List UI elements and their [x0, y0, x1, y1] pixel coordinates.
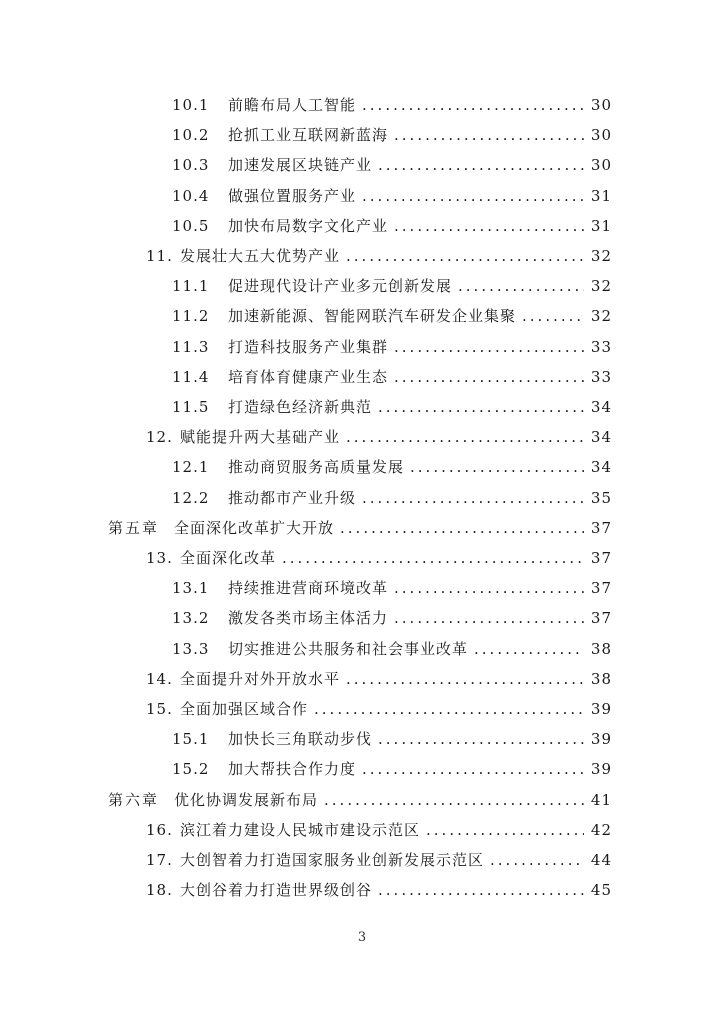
- toc-entry-number: 第五章: [108, 518, 160, 537]
- toc-entry-page: 31: [590, 216, 612, 235]
- toc-entry-title: 大创谷着力打造世界级创谷: [180, 881, 373, 900]
- dot-leader: [362, 483, 584, 513]
- toc-entry[interactable]: [146, 815, 612, 845]
- toc-entry[interactable]: [108, 513, 612, 543]
- toc-entry[interactable]: [146, 664, 612, 694]
- toc-entry-page: 39: [590, 730, 612, 749]
- toc-entry-title: 加大帮扶合作力度: [228, 760, 357, 779]
- dot-leader: [394, 573, 584, 603]
- toc-entry-number: 13.1: [172, 579, 210, 598]
- toc-entry-title: 推动都市产业升级: [228, 488, 357, 507]
- toc-entry-page: 44: [590, 851, 612, 869]
- toc-entry-number: 17.: [146, 851, 173, 869]
- toc-entry-title: 赋能提升两大基础产业: [180, 428, 341, 447]
- toc-entry-number: 18.: [146, 881, 173, 900]
- dot-leader: [458, 271, 584, 301]
- dot-leader: [362, 90, 584, 120]
- toc-entry[interactable]: [172, 724, 612, 754]
- toc-entry[interactable]: [172, 603, 612, 633]
- toc-entry-number: 14.: [146, 669, 173, 688]
- dot-leader: [378, 392, 584, 422]
- toc-entry-page: 32: [590, 247, 612, 265]
- toc-entry-number: 12.: [146, 428, 173, 447]
- toc-entry-title: 打造绿色经济新典范: [228, 398, 373, 416]
- dot-leader: [346, 422, 584, 452]
- toc-entry[interactable]: [172, 271, 612, 301]
- dot-leader: [340, 513, 584, 543]
- dot-leader: [346, 241, 584, 271]
- toc-entry-page: 31: [590, 186, 612, 205]
- toc-entry-title: 滨江着力建设人民城市建设示范区: [180, 820, 421, 839]
- toc-entry-page: 38: [590, 639, 612, 658]
- toc-entry-page: 34: [590, 458, 612, 477]
- dot-leader: [474, 634, 584, 664]
- dot-leader: [346, 664, 584, 694]
- toc-entry[interactable]: [146, 694, 612, 724]
- toc-entry-number: 11.1: [172, 277, 210, 296]
- toc-entry-title: 打造科技服务产业集群: [228, 337, 389, 356]
- toc-entry[interactable]: [172, 120, 612, 150]
- dot-leader: [378, 150, 584, 180]
- toc-entry-number: 16.: [146, 820, 173, 839]
- toc-entry[interactable]: [172, 392, 612, 422]
- toc-entry-number: 11.4: [172, 367, 210, 386]
- toc-entry-page: 35: [590, 488, 612, 507]
- toc-entry-number: 15.1: [172, 730, 210, 749]
- toc-entry[interactable]: [172, 332, 612, 362]
- toc-entry-number: 10.3: [172, 156, 210, 175]
- dot-leader: [394, 120, 584, 150]
- dot-leader: [378, 875, 584, 905]
- dot-leader: [378, 724, 584, 754]
- toc-entry-number: 11.3: [172, 337, 210, 356]
- toc-entry[interactable]: [172, 181, 612, 211]
- toc-entry-page: 37: [590, 518, 612, 537]
- toc-entry-page: 41: [590, 790, 612, 809]
- toc-entry-title: 加快长三角联动步伐: [228, 730, 373, 749]
- toc-entry-number: 13.2: [172, 609, 210, 628]
- toc-entry[interactable]: [146, 875, 612, 905]
- toc-entry-number: 10.1: [172, 96, 210, 114]
- toc-entry[interactable]: [172, 452, 612, 482]
- toc-entry-title: 全面深化改革扩大开放: [174, 518, 335, 537]
- toc-entry[interactable]: [172, 362, 612, 392]
- toc-entry-title: 激发各类市场主体活力: [228, 609, 389, 628]
- toc-entry-title: 培育体育健康产业生态: [228, 367, 389, 386]
- toc-entry-title: 抢抓工业互联网新蓝海: [228, 126, 389, 145]
- toc-entry-page: 30: [590, 156, 612, 175]
- dot-leader: [394, 332, 584, 362]
- toc-entry-title: 优化协调发展新布局: [174, 790, 319, 809]
- dot-leader: [522, 301, 584, 331]
- toc-entry-page: 39: [590, 700, 612, 718]
- toc-entry-page: 32: [590, 307, 612, 326]
- dot-leader: [324, 785, 584, 815]
- toc-entry[interactable]: [146, 845, 612, 875]
- toc-entry-page: 42: [590, 820, 612, 839]
- toc-entry-page: 45: [590, 881, 612, 900]
- toc-entry[interactable]: [172, 301, 612, 331]
- toc-entry-number: 10.4: [172, 186, 210, 205]
- toc-entry[interactable]: [172, 573, 612, 603]
- toc-entry-title: 促进现代设计产业多元创新发展: [228, 277, 453, 296]
- toc-entry-title: 全面深化改革: [180, 549, 277, 567]
- toc-entry-number: 12.2: [172, 488, 210, 507]
- toc-entry-page: 34: [590, 428, 612, 447]
- toc-entry-number: 15.2: [172, 760, 210, 779]
- toc-entry[interactable]: [146, 241, 612, 271]
- dot-leader: [282, 543, 584, 573]
- toc-entry[interactable]: [172, 483, 612, 513]
- toc-entry-page: 34: [590, 398, 612, 416]
- toc-entry[interactable]: [172, 634, 612, 664]
- toc-entry-page: 33: [590, 367, 612, 386]
- toc-entry-title: 切实推进公共服务和社会事业改革: [228, 639, 469, 658]
- toc-entry-page: 39: [590, 760, 612, 779]
- toc-entry-page: 37: [590, 609, 612, 628]
- toc-entry-number: 10.2: [172, 126, 210, 145]
- toc-entry-title: 加速发展区块链产业: [228, 156, 373, 175]
- toc-entry-title: 推动商贸服务高质量发展: [228, 458, 405, 477]
- toc-entry-number: 10.5: [172, 216, 210, 235]
- toc-entry-title: 加快布局数字文化产业: [228, 216, 389, 235]
- toc-entry-title: 持续推进营商环境改革: [228, 579, 389, 598]
- toc-entry[interactable]: [108, 785, 612, 815]
- toc-entry-title: 发展壮大五大优势产业: [180, 247, 341, 265]
- toc-entry-number: 11.2: [172, 307, 210, 326]
- toc-entry[interactable]: [146, 543, 612, 573]
- toc-entry-number: 第六章: [108, 790, 160, 809]
- dot-leader: [314, 694, 584, 724]
- toc-entry-title: 全面提升对外开放水平: [180, 669, 341, 688]
- page-number: 3: [357, 930, 367, 945]
- toc-entry-page: 33: [590, 337, 612, 356]
- toc-entry-page: 30: [590, 126, 612, 145]
- dot-leader: [394, 362, 584, 392]
- toc-entry[interactable]: [146, 422, 612, 452]
- toc-entry[interactable]: [172, 211, 612, 241]
- dot-leader: [362, 181, 584, 211]
- toc-entry-title: 做强位置服务产业: [228, 186, 357, 205]
- toc-entry[interactable]: [172, 90, 612, 120]
- toc-entry-page: 38: [590, 669, 612, 688]
- toc-entry-title: 加速新能源、智能网联汽车研发企业集聚: [228, 307, 517, 326]
- toc-entry-number: 11.: [146, 247, 173, 265]
- toc-entry-page: 37: [590, 549, 612, 567]
- toc-entry-page: 32: [590, 277, 612, 296]
- dot-leader: [362, 754, 584, 784]
- toc-entry-page: 30: [590, 96, 612, 114]
- dot-leader: [394, 603, 584, 633]
- toc-entry-title: 前瞻布局人工智能: [228, 96, 357, 114]
- dot-leader: [490, 845, 584, 875]
- toc-entry-number: 13.: [146, 549, 173, 567]
- toc-entry[interactable]: [172, 150, 612, 180]
- toc-entry-number: 15.: [146, 700, 173, 718]
- toc-entry-title: 全面加强区域合作: [180, 700, 309, 718]
- dot-leader: [394, 211, 584, 241]
- dot-leader: [410, 452, 584, 482]
- toc-entry[interactable]: [172, 754, 612, 784]
- dot-leader: [426, 815, 584, 845]
- toc-entry-number: 13.3: [172, 639, 210, 658]
- toc-entry-number: 11.5: [172, 398, 210, 416]
- toc-entry-title: 大创智着力打造国家服务业创新发展示范区: [180, 851, 485, 869]
- toc-entry-page: 37: [590, 579, 612, 598]
- toc-entry-number: 12.1: [172, 458, 210, 477]
